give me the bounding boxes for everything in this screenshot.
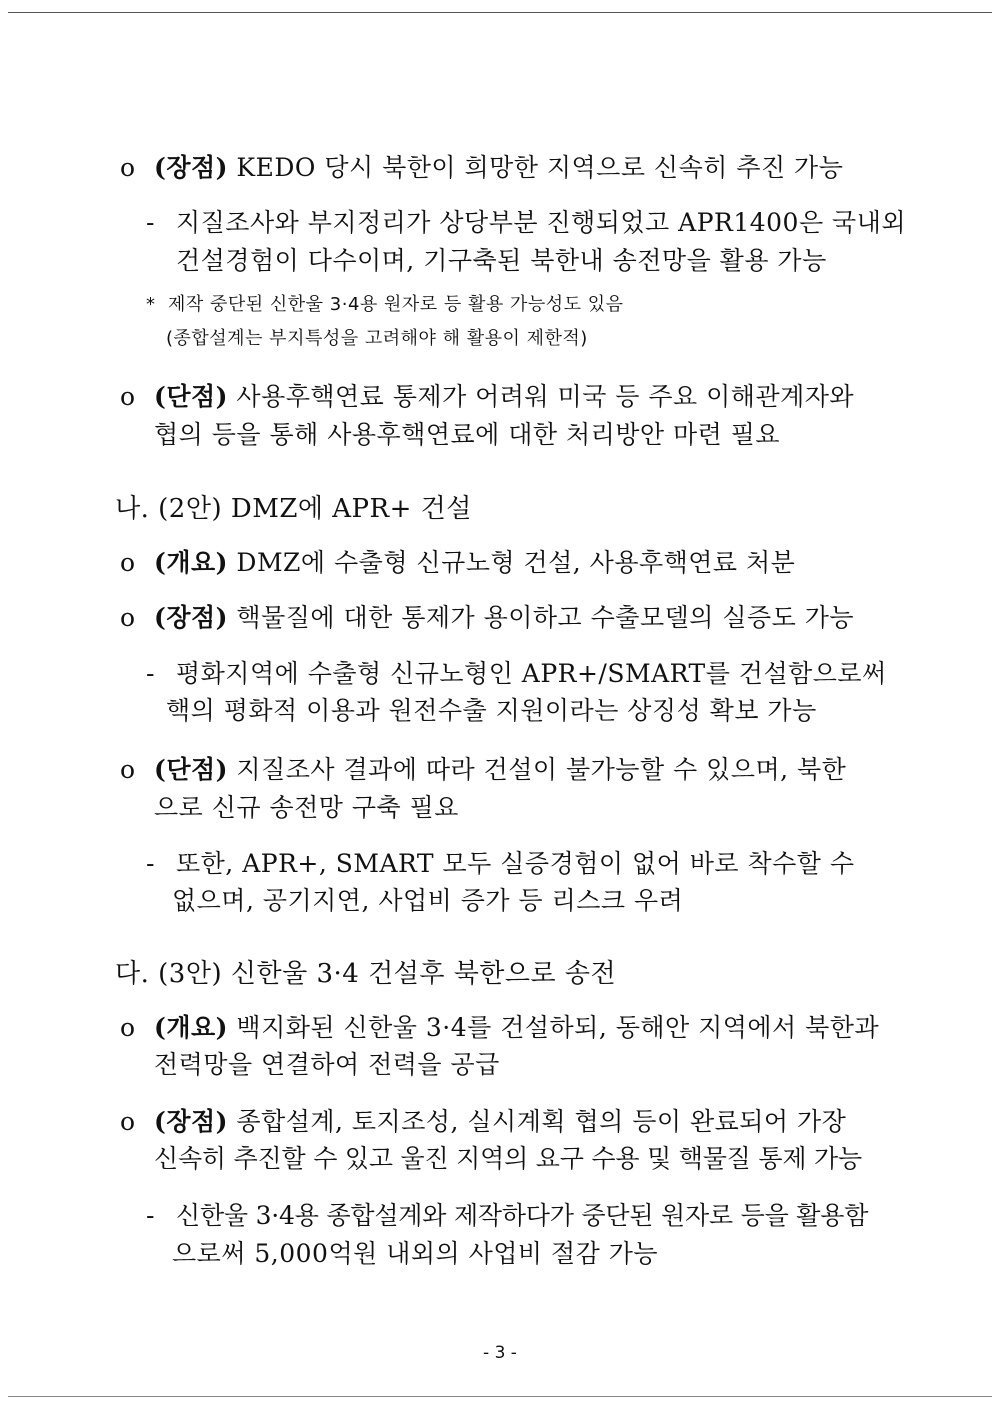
overview-item bbox=[120, 545, 795, 581]
footnote-line-2: (종합설계는 부지특성을 고려해야 해 활용이 제한적) bbox=[166, 328, 588, 349]
dash-item bbox=[146, 846, 855, 882]
item-text: KEDO 당시 북한이 희망한 지역으로 신속히 추진 가능 bbox=[227, 153, 844, 182]
section-heading-2: 나. (2안) DMZ에 APR+ 건설 bbox=[115, 494, 472, 524]
advantage-item bbox=[120, 1104, 846, 1140]
item-label: (장점) bbox=[154, 1107, 228, 1136]
dash-line-1: 또한, APR+, SMART 모두 실증경험이 없어 바로 착수할 수 bbox=[176, 849, 855, 878]
circle-bullet: o bbox=[120, 1107, 136, 1136]
item-label: (단점) bbox=[154, 755, 228, 784]
dash-item bbox=[146, 205, 906, 241]
item-continuation: 으로 신규 송전망 구축 필요 bbox=[154, 793, 459, 822]
circle-bullet: o bbox=[120, 755, 136, 784]
dash-line-1: 지질조사와 부지정리가 상당부분 진행되었고 APR1400은 국내외 bbox=[176, 208, 907, 237]
dash-item bbox=[146, 1198, 868, 1234]
top-rule bbox=[8, 12, 992, 13]
disadvantage-item bbox=[120, 379, 854, 415]
item-label: (단점) bbox=[154, 382, 228, 411]
disadvantage-item bbox=[120, 752, 846, 788]
dash-continuation: 으로써 5,000억원 내외의 사업비 절감 가능 bbox=[172, 1239, 659, 1268]
item-label: (개요) bbox=[154, 548, 228, 577]
item-label: (장점) bbox=[154, 153, 228, 182]
item-text: DMZ에 수출형 신규노형 건설, 사용후핵연료 처분 bbox=[227, 548, 796, 577]
dash-continuation: 핵의 평화적 이용과 원전수출 지원이라는 상징성 확보 가능 bbox=[166, 696, 817, 725]
dash-bullet: - bbox=[146, 849, 155, 878]
circle-bullet: o bbox=[120, 1013, 136, 1042]
advantage-item bbox=[120, 600, 854, 636]
bottom-rule bbox=[8, 1396, 992, 1397]
overview-item bbox=[120, 1010, 879, 1046]
circle-bullet: o bbox=[120, 153, 136, 182]
item-text: 사용후핵연료 통제가 어려워 미국 등 주요 이해관계자와 bbox=[227, 382, 855, 411]
item-text: 종합설계, 토지조성, 실시계획 협의 등이 완료되어 가장 bbox=[227, 1107, 847, 1136]
item-continuation: 전력망을 연결하여 전력을 공급 bbox=[154, 1050, 500, 1079]
dash-bullet: - bbox=[146, 208, 155, 237]
page-number: - 3 - bbox=[483, 1343, 517, 1363]
dash-bullet: - bbox=[146, 1201, 155, 1230]
circle-bullet: o bbox=[120, 382, 136, 411]
item-label: (장점) bbox=[154, 603, 228, 632]
item-text: 지질조사 결과에 따라 건설이 불가능할 수 있으며, 북한 bbox=[227, 755, 847, 784]
item-text: 핵물질에 대한 통제가 용이하고 수출모델의 실증도 가능 bbox=[227, 603, 855, 632]
circle-bullet: o bbox=[120, 548, 136, 577]
item-text: 백지화된 신한울 3·4를 건설하되, 동해안 지역에서 북한과 bbox=[227, 1013, 880, 1042]
circle-bullet: o bbox=[120, 603, 136, 632]
item-continuation: 협의 등을 통해 사용후핵연료에 대한 처리방안 마련 필요 bbox=[154, 420, 781, 449]
advantage-item bbox=[120, 150, 843, 186]
dash-bullet: - bbox=[146, 659, 155, 688]
footnote bbox=[146, 291, 624, 319]
dash-continuation: 건설경험이 다수이며, 기구축된 북한내 송전망을 활용 가능 bbox=[176, 246, 827, 275]
dash-continuation: 없으며, 공기지연, 사업비 증가 등 리스크 우려 bbox=[172, 886, 684, 915]
section-heading-3: 다. (3안) 신한울 3·4 건설후 북한으로 송전 bbox=[115, 959, 617, 989]
dash-line-1: 신한울 3·4용 종합설계와 제작하다가 중단된 원자로 등을 활용함 bbox=[176, 1201, 869, 1230]
footnote-line-1: 제작 중단된 신한울 3·4용 원자로 등 활용 가능성도 있음 bbox=[168, 294, 624, 315]
dash-line-1: 평화지역에 수출형 신규노형인 APR+/SMART를 건설함으로써 bbox=[176, 659, 887, 688]
dash-item bbox=[146, 656, 887, 692]
item-label: (개요) bbox=[154, 1013, 228, 1042]
asterisk-marker: * bbox=[146, 294, 156, 315]
item-continuation: 신속히 추진할 수 있고 울진 지역의 요구 수용 및 핵물질 통제 가능 bbox=[154, 1144, 862, 1173]
